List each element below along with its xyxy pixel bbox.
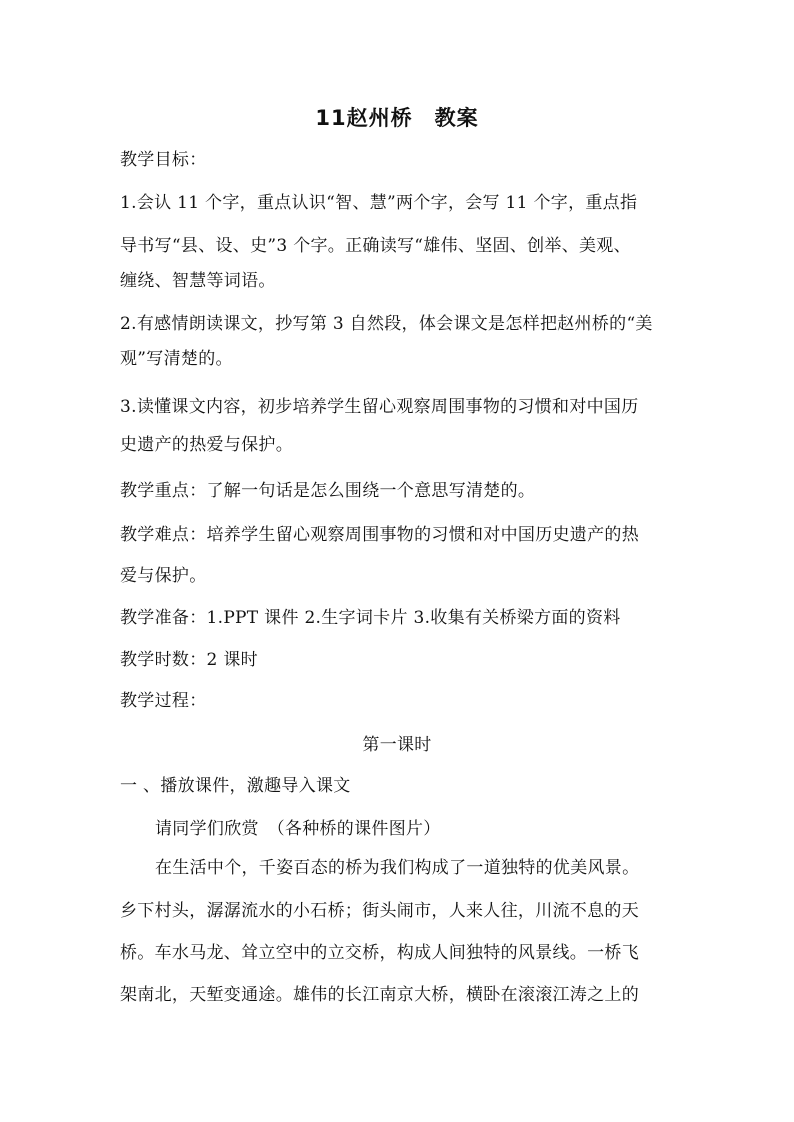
objective-2-line-2: 观”写清楚的。 [120,349,233,369]
difficulty-line-2: 爱与保护。 [120,566,207,586]
objective-3-line-2: 史遗产的热爱与保护。 [120,435,293,455]
paragraph-line-2: 乡下村头，潺潺流水的小石桥；街头闹市，人来人往，川流不息的天 [120,901,639,921]
process-heading: 教学过程： [120,691,207,711]
document-title: 11赵州桥 教案 [315,106,479,130]
objective-1-line-2: 导书写“县、设、史”3 个字。正确读写“雄伟、坚固、创举、美观、 [120,236,631,256]
objective-1-line-3: 缠绕、智慧等词语。 [120,271,276,291]
objectives-heading: 教学目标： [120,150,207,170]
preparation-line: 教学准备：1.PPT 课件 2.生字词卡片 3.收集有关桥梁方面的资料 [120,608,621,628]
objective-1-line-1: 1.会认 11 个字，重点认识“智、慧”两个字，会写 11 个字，重点指 [120,193,638,213]
paragraph-intro: 请同学们欣赏 （各种桥的课件图片） [155,819,441,839]
difficulty-line-1: 教学难点：培养学生留心观察周围事物的习惯和对中国历史遗产的热 [120,525,639,545]
lesson-count-line: 教学时数：2 课时 [120,650,258,670]
lesson-heading: 第一课时 [362,735,432,755]
objective-2-line-1: 2.有感情朗读课文，抄写第 3 自然段，体会课文是怎样把赵州桥的“美 [120,314,653,334]
objective-3-line-1: 3.读懂课文内容，初步培养学生留心观察周围事物的习惯和对中国历 [120,397,639,417]
section-1-heading: 一 、播放课件，激趣导入课文 [120,776,351,796]
paragraph-line-3: 桥。车水马龙、耸立空中的立交桥，构成人间独特的风景线。一桥飞 [120,943,639,963]
paragraph-line-4: 架南北，天堑变通途。雄伟的长江南京大桥，横卧在滚滚江涛之上的 [120,985,639,1005]
key-point-line: 教学重点：了解一句话是怎么围绕一个意思写清楚的。 [120,481,536,501]
paragraph-line-1: 在生活中个，千姿百态的桥为我们构成了一道独特的优美风景。 [155,858,640,878]
